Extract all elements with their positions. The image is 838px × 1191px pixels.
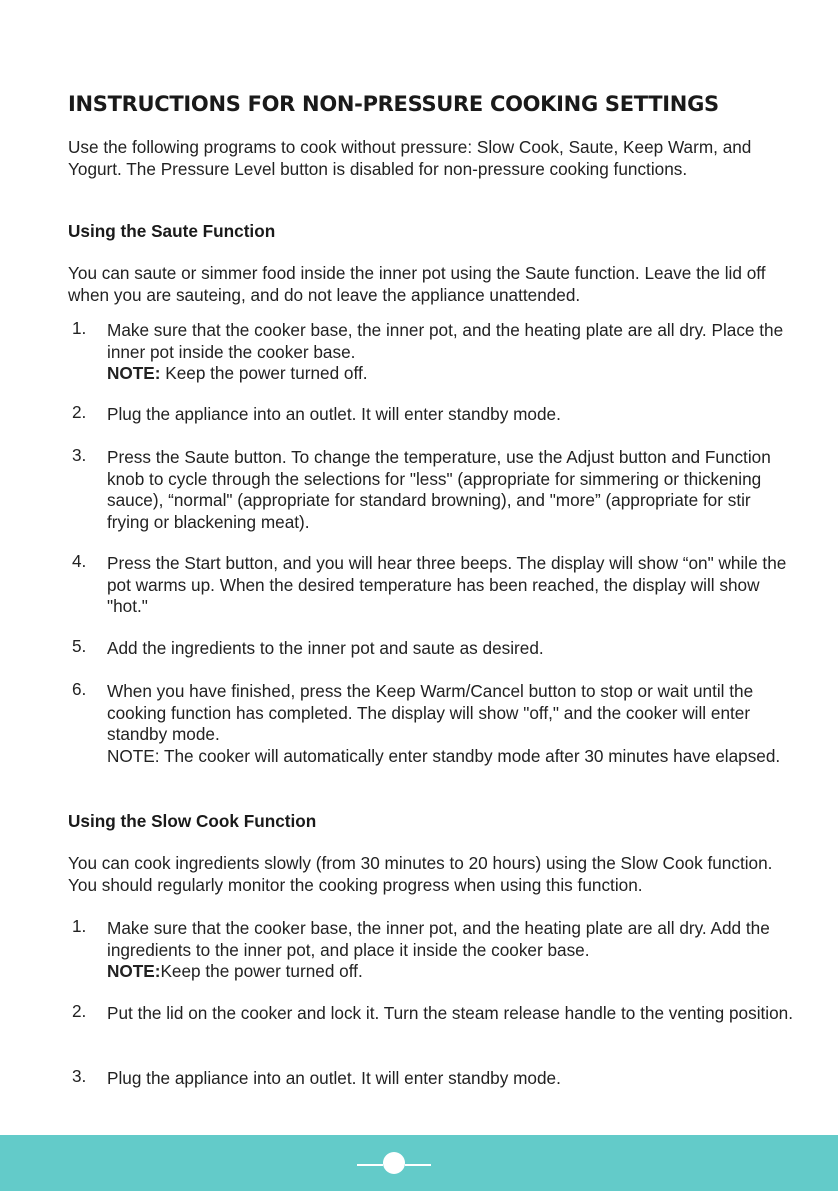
slowcook-intro: You can cook ingredients slowly (from 30 minutes to 20 hours) using the Slow Cook function. You should regularly monitor the cooking progress when using this function. <box>68 853 773 895</box>
step-number: 3. <box>72 1066 87 1086</box>
step-number: 4. <box>72 551 87 571</box>
step-number: 2. <box>72 402 87 422</box>
saute-heading: Using the Saute Function <box>68 221 276 241</box>
step-body: Make sure that the cooker base, the inner pot, and the heating plate are all dry. Add the ingredients to the inner pot, and place it inside the cooker base. <box>107 918 770 960</box>
step-number: 1. <box>72 916 87 936</box>
step-body: When you have finished, press the Keep Warm/Cancel button to stop or wait until the cooking function has completed. The display will show "off," and the cooker will enter standby mode. <box>107 681 754 745</box>
note-text: Keep the power turned off. <box>160 363 368 384</box>
step-text <box>107 320 797 385</box>
saute-intro: You can saute or simmer food inside the inner pot using the Saute function. Leave the lid off when you are sauteing, and do not leave the appliance unattended. <box>68 263 766 305</box>
step-number: 6. <box>72 679 87 699</box>
step-text <box>107 918 797 983</box>
step-number: 2. <box>72 1001 87 1021</box>
note-label: NOTE: <box>107 961 161 982</box>
step-text: Press the Start button, and you will hear three beeps. The display will show “on" while the pot warms up. When the desired temperature has been reached, the display will show "hot." <box>107 553 787 617</box>
step-text: Add the ingredients to the inner pot and saute as desired. <box>107 638 544 658</box>
page-title: INSTRUCTIONS FOR NON-PRESSURE COOKING SETTINGS <box>68 92 719 116</box>
step-text: Plug the appliance into an outlet. It will enter standby mode. <box>107 404 561 424</box>
step-number: 5. <box>72 636 87 656</box>
step-body: Make sure that the cooker base, the inner pot, and the heating plate are all dry. Place the inner pot inside the cooker base. <box>107 320 784 362</box>
slowcook-heading: Using the Slow Cook Function <box>68 811 317 831</box>
step-text: Press the Saute button. To change the temperature, use the Adjust button and Function knob to cycle through the selections for "less" (appropriate for simmering or thickening sauce), “normal" (appropriate for standard browning), and "more” (appropriate for stir frying or blackening meat). <box>107 447 771 532</box>
step-number: 3. <box>72 445 87 465</box>
footer-line-left <box>357 1164 383 1166</box>
page-marker-dot <box>383 1152 405 1174</box>
step-text: Plug the appliance into an outlet. It will enter standby mode. <box>107 1068 561 1088</box>
intro-paragraph: Use the following programs to cook without pressure: Slow Cook, Saute, Keep Warm, and Yogurt. The Pressure Level button is disabled for non-pressure cooking functions. <box>68 137 752 179</box>
note-text: NOTE: The cooker will automatically enter standby mode after 30 minutes have elapsed. <box>107 745 781 766</box>
step-text <box>107 681 797 767</box>
step-text: Put the lid on the cooker and lock it. Turn the steam release handle to the venting position. <box>107 1003 794 1023</box>
footer-band <box>0 1135 838 1191</box>
footer-line-right <box>405 1164 431 1166</box>
note-label: NOTE: <box>107 363 161 384</box>
step-number: 1. <box>72 318 87 338</box>
note-text: Keep the power turned off. <box>160 961 363 982</box>
